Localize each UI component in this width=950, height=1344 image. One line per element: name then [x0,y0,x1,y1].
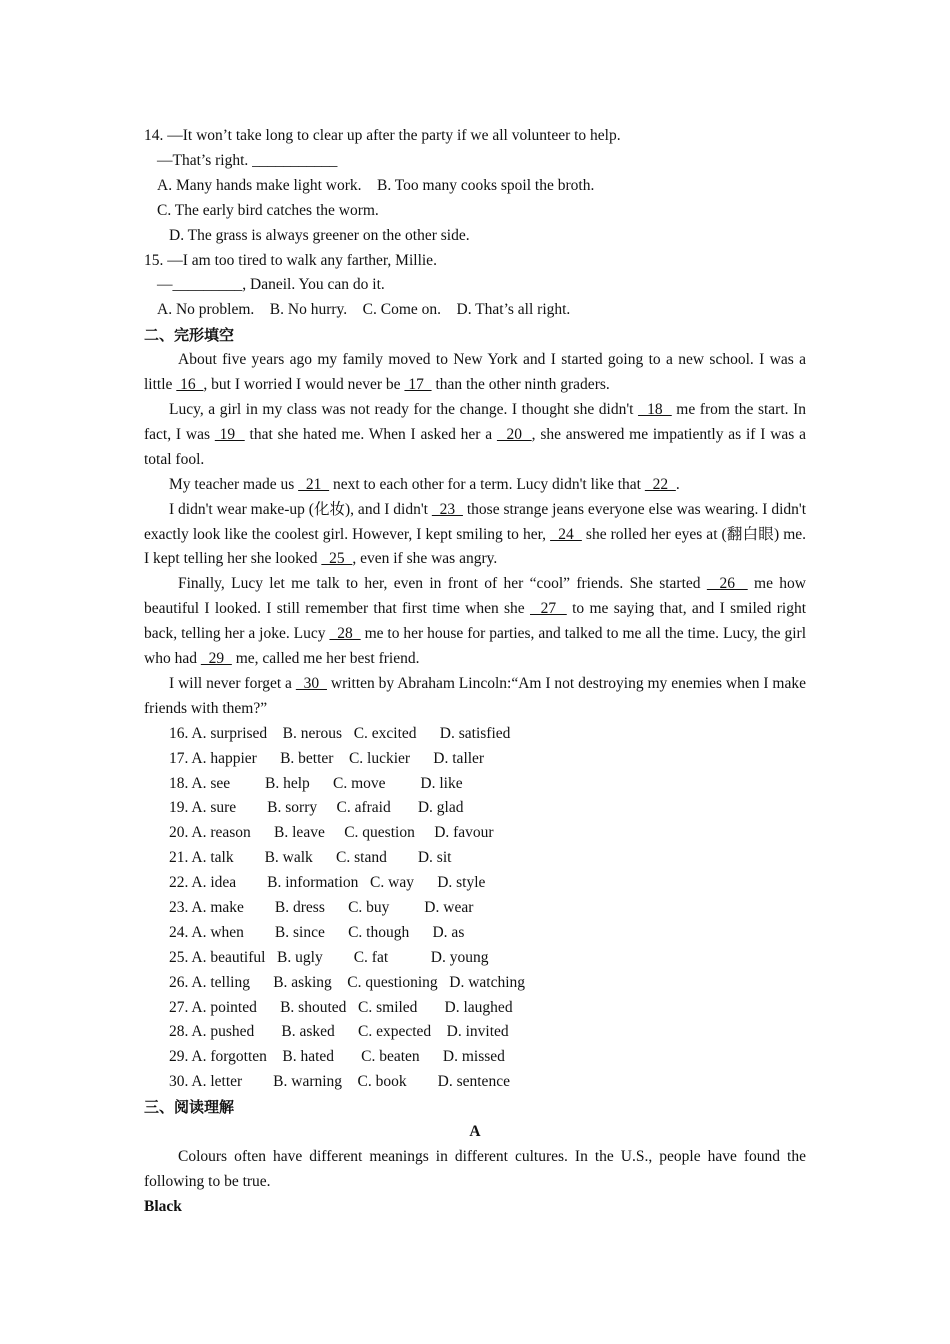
blank-19: 19 [214,425,245,443]
blank-17: 17 [404,376,432,394]
blank-20: 20 [496,425,532,443]
q15-reply: —_________, Daneil. You can do it. [157,276,385,294]
option-row-18: 18. A. see B. help C. move D. like [169,774,463,792]
blank-24: 24 [550,525,582,543]
cloze-paragraph-5: Finally, Lucy let me talk to her, even in front of her “cool” friends. She started 26 me how beautiful I looked. I still remember that first time when she 27 to me saying that, and I smiled right back, telling her a joke. Lucy 28 me to her house for parties, and talked to me all the time. Lucy, the girl who had 29 me, called me her best friend. [144,575,807,668]
blank-27: 27 [530,600,567,618]
option-row-23: 23. A. make B. dress C. buy D. wear [169,898,474,916]
cloze-paragraph-4: I didn't wear make-up (化妆), and I didn't 23 those strange jeans everyone else was wearing. I didn't exactly look like the coolest girl. However, I kept smiling to her, 24 she rolled her eyes at (翻白眼) me. I kept telling her she looked 25 , even if she was angry. [144,500,807,568]
blank-30: 30 [295,674,327,692]
blank-23: 23 [431,500,463,518]
option-row-16: 16. A. surprised B. nerous C. excited D. satisfied [169,724,511,742]
passage-letter: A [469,1123,481,1141]
cloze-paragraph-6: I will never forget a 30 written by Abraham Lincoln:“Am I not destroying my enemies when I make friends with them?” [144,674,806,717]
blank-16: 16 [176,376,204,394]
blank-28: 28 [329,625,361,643]
option-row-24: 24. A. when B. since C. though D. as [169,923,465,941]
blank-26: 26 [706,575,748,593]
blank-22: 22 [644,475,676,493]
q14-option-d: D. The grass is always greener on the other side. [169,226,470,244]
option-row-19: 19. A. sure B. sorry C. afraid D. glad [169,799,464,817]
option-row-21: 21. A. talk B. walk C. stand D. sit [169,849,452,867]
blank-29: 29 [200,650,232,668]
option-row-25: 25. A. beautiful B. ugly C. fat D. young [169,948,489,966]
q15-options: A. No problem. B. No hurry. C. Come on. D. That’s all right. [157,301,571,319]
reading-heading: 三、阅读理解 [144,1098,235,1117]
option-row-26: 26. A. telling B. asking C. questioning D. watching [169,973,526,991]
q14-option-c: C. The early bird catches the worm. [157,201,379,219]
blank-18: 18 [638,400,672,418]
q15-stem: 15. —I am too tired to walk any farther, Millie. [144,251,437,269]
reading-intro: Colours often have different meanings in different cultures. In the U.S., people have found the following to be true. [144,1147,806,1190]
cloze-heading: 二、完形填空 [144,326,235,345]
q14-reply: —That’s right. ___________ [157,151,338,169]
exam-page [144,124,806,1220]
cloze-paragraph-3: My teacher made us 21 next to each other for a term. Lucy didn't like that 22 . [169,475,680,493]
q14-stem: 14. —It won’t take long to clear up after the party if we all volunteer to help. [144,127,621,144]
cloze-paragraph-1: About five years ago my family moved to New York and I started going to a new school. I was a little 16 , but I worried I would never be 17 than the other ninth graders. [144,351,806,394]
blank-21: 21 [298,475,330,493]
option-row-17: 17. A. happier B. better C. luckier D. taller [169,749,485,767]
blank-25: 25 [321,550,353,568]
option-row-30: 30. A. letter B. warning C. book D. sentence [169,1073,510,1091]
colour-subheading: Black [144,1197,182,1215]
q14-options-ab: A. Many hands make light work. B. Too many cooks spoil the broth. [157,176,595,194]
option-row-27: 27. A. pointed B. shouted C. smiled D. laughed [169,998,513,1016]
cloze-options-list [144,722,806,1095]
option-row-29: 29. A. forgotten B. hated C. beaten D. missed [169,1048,505,1066]
option-row-20: 20. A. reason B. leave C. question D. favour [169,824,494,842]
option-row-28: 28. A. pushed B. asked C. expected D. invited [169,1023,509,1041]
cloze-paragraph-2: Lucy, a girl in my class was not ready for the change. I thought she didn't 18 me from the start. In fact, I was 19 that she hated me. When I asked her a 20 , she answered me impatiently as if I was a total fool. [144,400,807,468]
option-row-22: 22. A. idea B. information C. way D. style [169,874,486,892]
